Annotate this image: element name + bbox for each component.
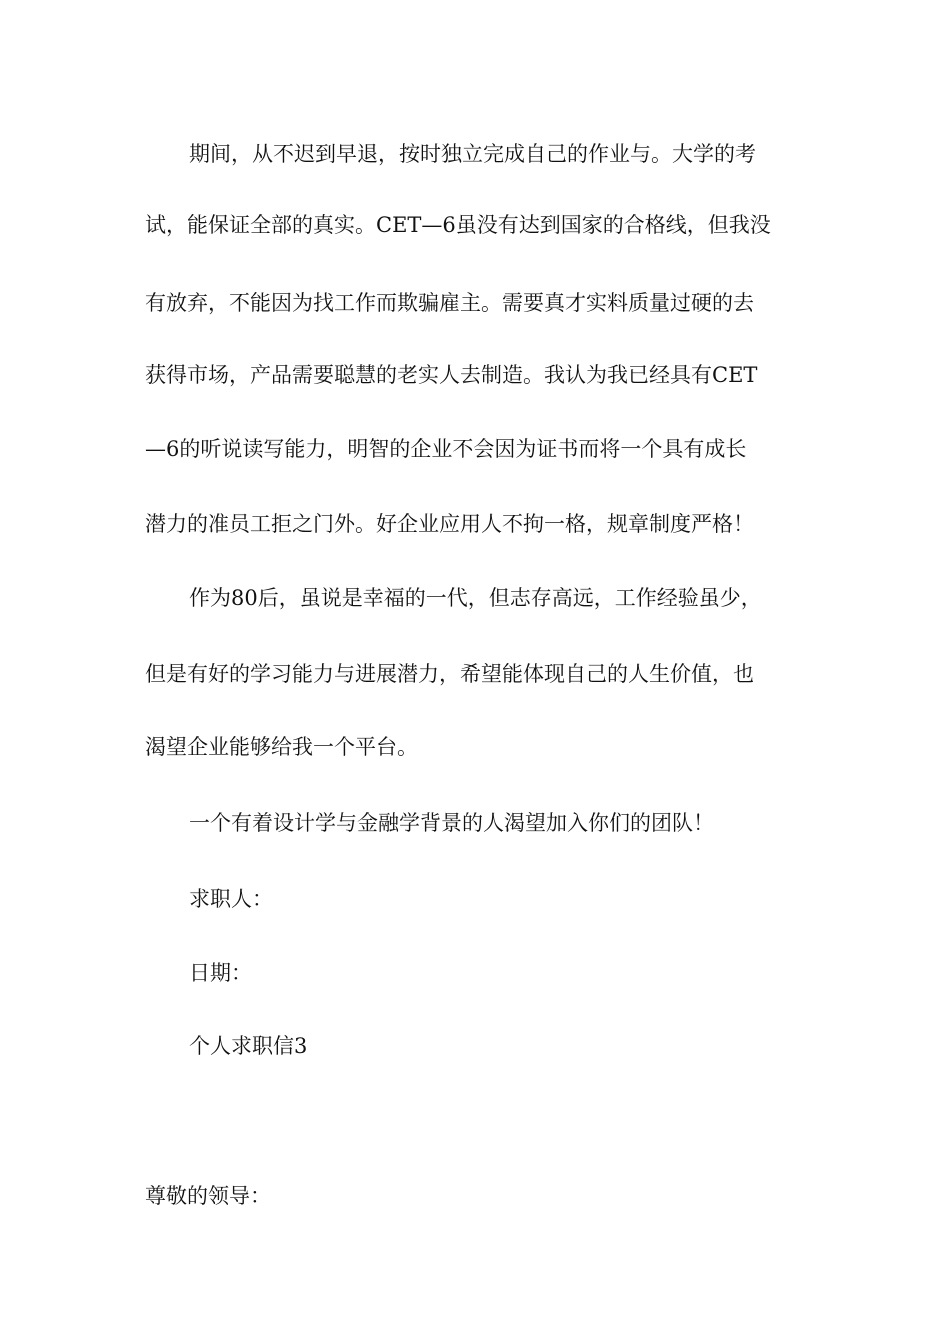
date-label: 日期： <box>189 961 252 985</box>
salutation: 尊敬的领导： <box>145 1184 271 1208</box>
paragraph-1-line-3: 有放弃，不能因为找工作而欺骗雇主。需要真才实料质量过硬的去 <box>145 291 754 315</box>
paragraph-2-line-2: 但是有好的学习能力与进展潜力，希望能体现自己的人生价值，也 <box>145 662 754 686</box>
paragraph-2-line-3: 渴望企业能够给我一个平台。 <box>145 735 418 759</box>
paragraph-2-line-1: 作为80后，虽说是幸福的一代，但志存高远，工作经验虽少， <box>189 586 762 610</box>
closing-statement: 一个有着设计学与金融学背景的人渴望加入你们的团队！ <box>189 811 714 835</box>
paragraph-1-line-1: 期间，从不迟到早退，按时独立完成自己的作业与。大学的考 <box>189 142 756 166</box>
section-title: 个人求职信3 <box>189 1034 308 1058</box>
paragraph-1-line-4: 获得市场，产品需要聪慧的老实人去制造。我认为我已经具有CET <box>145 363 758 387</box>
applicant-label: 求职人： <box>189 887 273 911</box>
paragraph-1-line-5: —6的听说读写能力，明智的企业不会因为证书而将一个具有成长 <box>145 437 747 461</box>
paragraph-1-line-2: 试，能保证全部的真实。CET—6虽没有达到国家的合格线，但我没 <box>145 213 771 237</box>
paragraph-1-line-6: 潜力的准员工拒之门外。好企业应用人不拘一格，规章制度严格！ <box>145 512 754 536</box>
